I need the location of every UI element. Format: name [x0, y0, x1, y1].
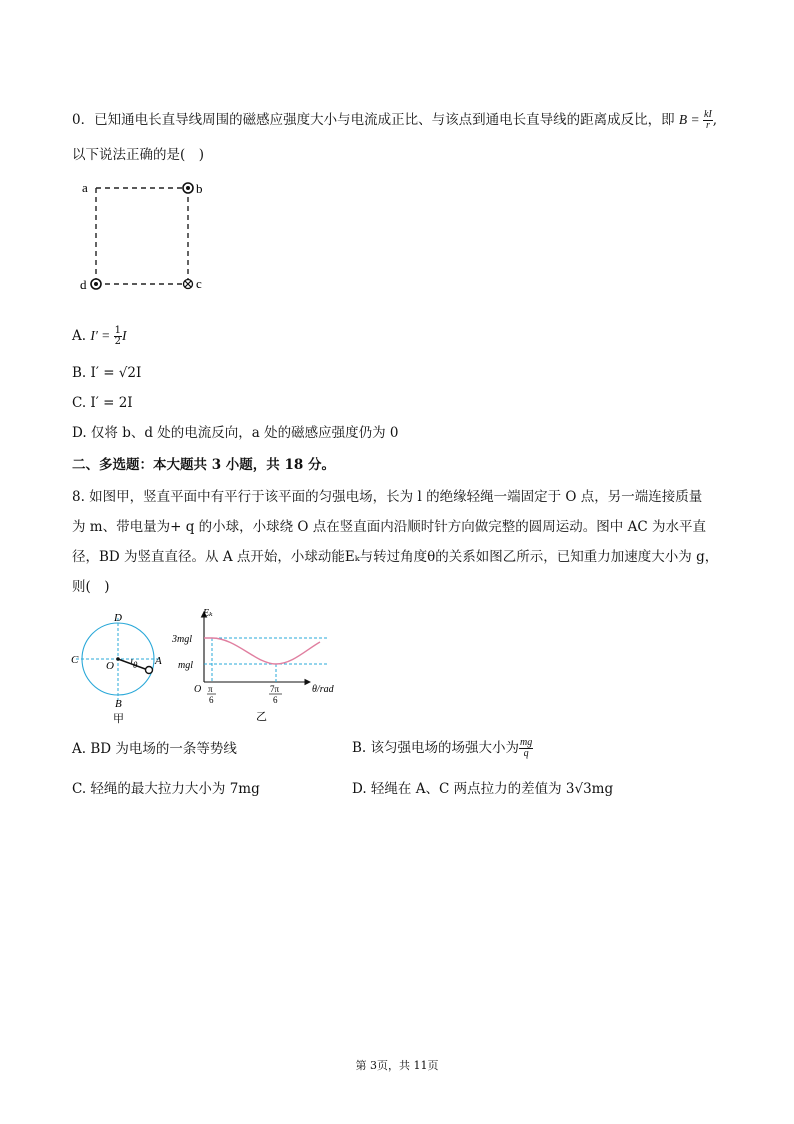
q8-figure-jia	[70, 612, 165, 727]
tick-3mgl: 3mgl	[172, 634, 192, 645]
wire-b-out-icon	[183, 183, 193, 193]
q8-stem-line3: 径，BD 为竖直直径。从 A 点开始，小球动能Eₖ与转过角度θ的关系如图乙所示，已知重力加速度大小为 g，	[72, 549, 719, 565]
q7-wire-square-figure	[76, 178, 212, 298]
q8-option-c: C. 轻绳的最大拉力大小为 7mg	[72, 781, 260, 797]
q7-formula-fraction	[703, 110, 713, 131]
q7-option-a-rhs: I	[122, 328, 127, 343]
q7-option-a-den: 2	[114, 336, 122, 347]
q7-stem-line2: 以下说法正确的是( )	[72, 147, 205, 163]
wire-d-out-icon	[91, 279, 101, 289]
section-title-multi-choice: 二、多选题：本大题共 3 小题，共 18 分。	[72, 457, 335, 473]
q7-option-a	[72, 326, 127, 347]
caption-yi: 乙	[256, 711, 267, 723]
q8-option-a: A. BD 为电场的一条等势线	[72, 741, 237, 757]
q8-figure-yi	[168, 606, 342, 730]
ball-icon	[146, 667, 153, 674]
tick-pi6-num: π	[208, 684, 213, 694]
y-axis-label: Eₖ	[203, 608, 213, 619]
tick-7pi6-num: 7π	[270, 684, 280, 694]
q7-option-b: B. I′ = √2I	[72, 365, 142, 381]
q7-option-a-lhs: I′ =	[90, 328, 114, 343]
q7-option-a-fraction	[114, 326, 122, 347]
label-d: d	[80, 277, 87, 292]
q7-option-a-prefix: A.	[72, 328, 91, 344]
tick-pi6-den: 6	[209, 695, 214, 705]
q8-option-b	[352, 738, 533, 759]
x-axis-label: θ/rad	[312, 684, 334, 695]
label-A: A	[155, 655, 162, 667]
origin-O: O	[194, 684, 202, 695]
wire-c-in-icon	[184, 280, 193, 289]
ek-curve	[204, 638, 320, 664]
tick-7pi6-den: 6	[273, 695, 278, 705]
label-O: O	[106, 660, 114, 672]
page-footer: 第 3页，共 11页	[355, 1059, 439, 1072]
label-a: a	[82, 180, 88, 195]
q7-option-a-num: 1	[114, 325, 122, 336]
tick-mgl: mgl	[178, 660, 193, 671]
label-D: D	[114, 612, 122, 624]
q7-formula-den: r	[705, 120, 710, 131]
caption-jia: 甲	[113, 713, 124, 725]
pivot-O	[116, 657, 120, 661]
q7-stem-text: 0．已知通电长直导线周围的磁感应强度大小与电流成正比、与该点到通电长直导线的距离成反比，即	[72, 112, 675, 128]
label-c: c	[196, 276, 202, 291]
q7-option-d: D. 仅将 b、d 处的电流反向，a 处的磁感应强度仍为 0	[72, 425, 399, 441]
q8-stem-line2: 为 m、带电量为+ q 的小球，小球绕 O 点在竖直面内沿顺时针方向做完整的圆周运动。图中 AC 为水平直	[72, 519, 706, 535]
label-b: b	[196, 181, 203, 196]
q8-stem-line4: 则( )	[72, 579, 110, 595]
q7-stem-line1	[72, 110, 717, 131]
q8-option-d: D. 轻绳在 A、C 两点拉力的差值为 3√3mg	[352, 781, 614, 797]
q7-formula-B: B =	[678, 112, 703, 127]
q7-option-c: C. I′ = 2I	[72, 395, 133, 411]
q8-option-b-num: mg	[520, 737, 533, 748]
q8-stem-line1: 8. 如图甲，竖直平面中有平行于该平面的匀强电场，长为 l 的绝缘轻绳一端固定于 O 点，另一端连接质量	[72, 489, 703, 505]
q7-formula-num: kI	[704, 109, 712, 120]
q8-option-b-den: q	[523, 748, 529, 759]
q8-option-b-fraction	[519, 738, 533, 759]
q8-option-b-text: B. 该匀强电场的场强大小为	[352, 740, 520, 756]
q7-formula-tail: ,	[712, 112, 718, 128]
label-C: C	[71, 654, 79, 666]
label-theta: θ	[133, 660, 138, 670]
label-B: B	[115, 698, 122, 710]
